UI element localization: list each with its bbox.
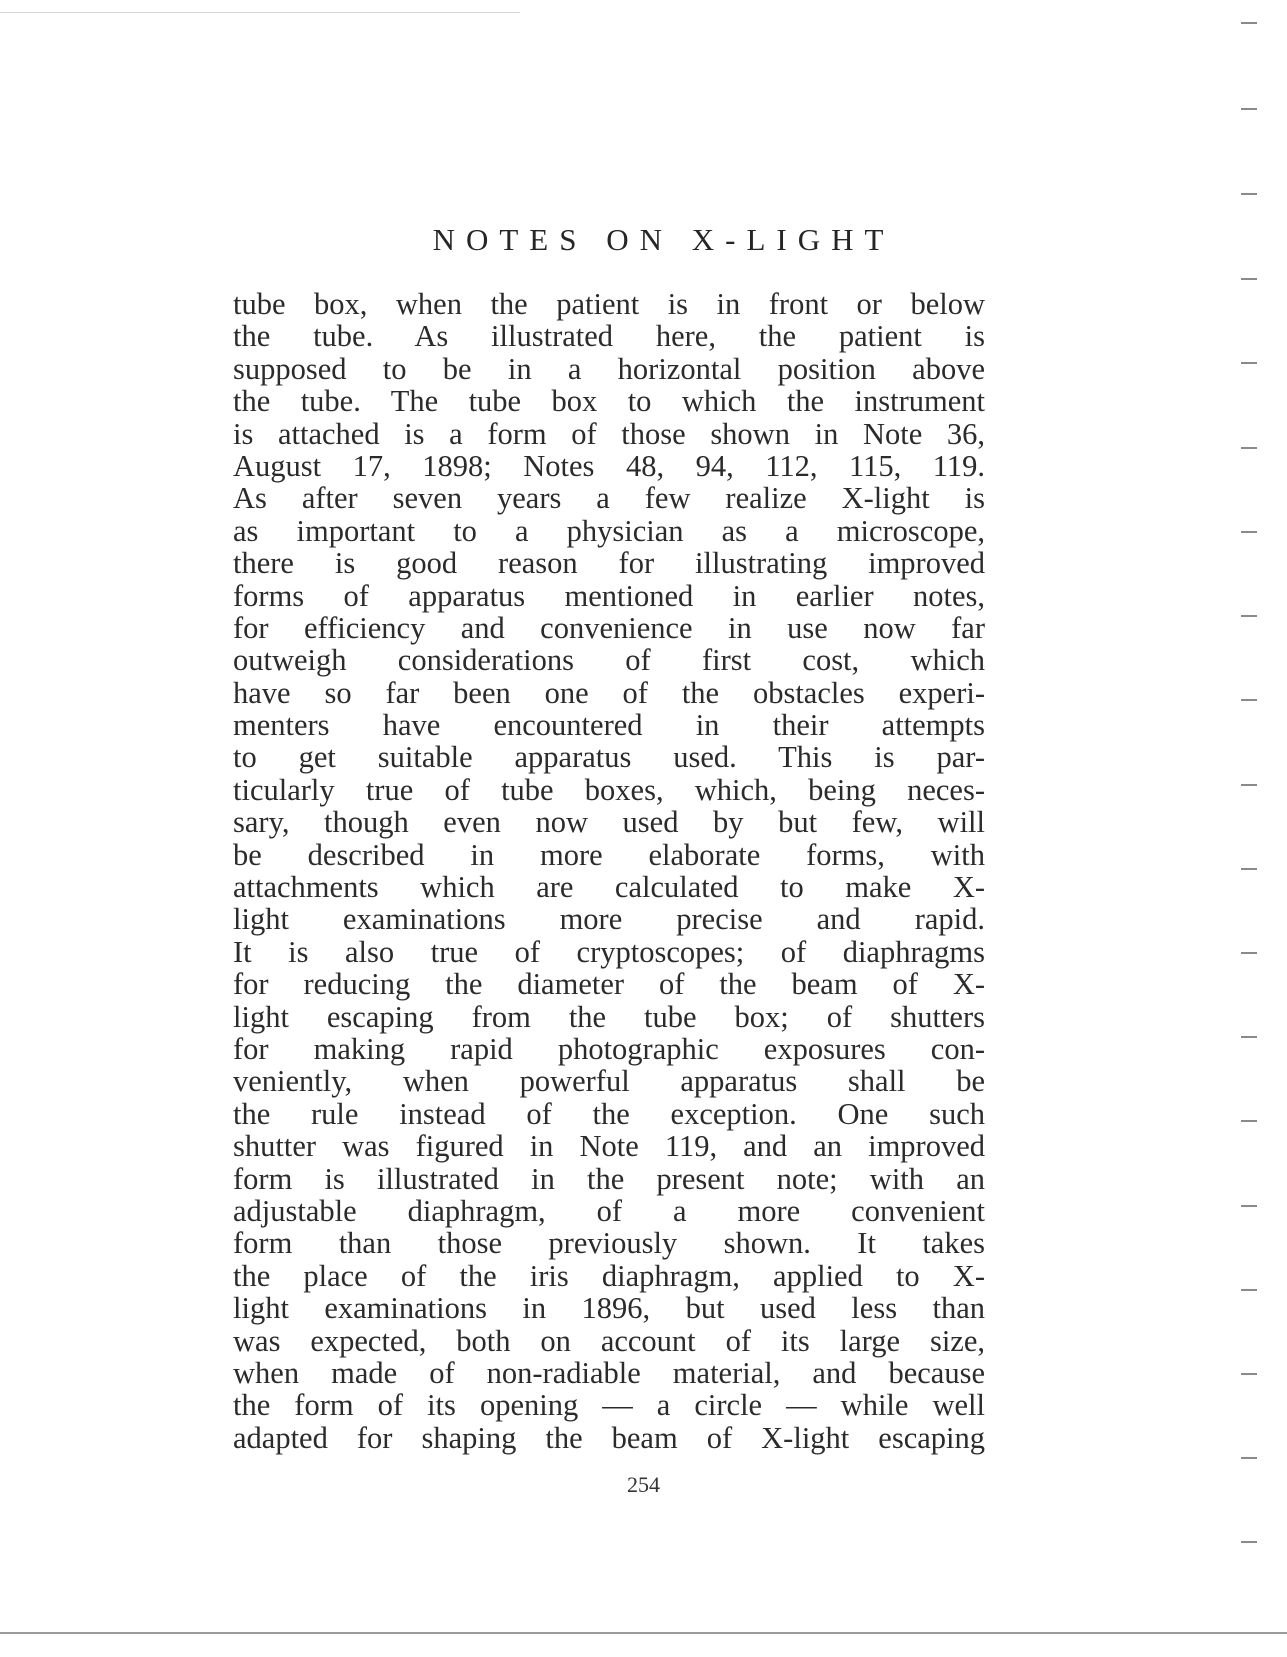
body-text-block [233,288,985,1454]
running-title: NOTES ON X-LIGHT [432,222,895,257]
page-edge-marks [1227,0,1287,1657]
text-line: menters have encountered in their attempts [233,708,985,743]
text-line: August 17, 1898; Notes 48, 94, 112, 115, 119. [233,448,985,483]
text-line: the place of the iris diaphragm, applied to X- [233,1258,985,1293]
text-line: outweigh considerations of first cost, which [233,643,985,678]
text-line: there is good reason for illustrating improved [233,546,985,581]
text-line: for efficiency and convenience in use now far [233,610,985,645]
text-line: light examinations in 1896, but used less than [233,1291,985,1326]
text-line: light examinations more precise and rapid. [233,902,985,937]
edge-mark [1241,1373,1257,1375]
edge-mark [1241,447,1257,449]
text-line: form than those previously shown. It takes [233,1226,985,1261]
edge-mark [1241,22,1257,24]
text-line: As after seven years a few realize X-light is [233,481,985,516]
text-line: was expected, both on account of its large size, [233,1323,985,1358]
text-line: supposed to be in a horizontal position above [233,351,985,386]
text-line: when made of non-radiable material, and because [233,1355,985,1390]
text-line: ticularly true of tube boxes, which, being neces- [233,772,985,807]
text-line: adjustable diaphragm, of a more convenient [233,1193,985,1228]
text-line: sary, though even now used by but few, will [233,805,985,840]
text-line: the rule instead of the exception. One such [233,1096,985,1131]
edge-mark [1241,1541,1257,1543]
text-line: forms of apparatus mentioned in earlier notes, [233,578,985,613]
edge-mark [1241,531,1257,533]
edge-mark [1241,1036,1257,1038]
text-line: is attached is a form of those shown in Note 36, [233,416,985,451]
edge-mark [1241,1205,1257,1207]
text-line: for making rapid photographic exposures con- [233,1031,985,1066]
text-line: form is illustrated in the present note; with an [233,1161,985,1196]
edge-mark [1241,1120,1257,1122]
edge-mark [1241,868,1257,870]
edge-mark [1241,1289,1257,1291]
scan-bottom-edge [0,1632,1287,1634]
edge-mark [1241,278,1257,280]
text-line: as important to a physician as a microscope, [233,513,985,548]
edge-mark [1241,1457,1257,1459]
text-line: veniently, when powerful apparatus shall be [233,1064,985,1099]
text-line: the form of its opening — a circle — while well [233,1388,985,1423]
edge-mark [1241,952,1257,954]
edge-mark [1241,615,1257,617]
text-line: It is also true of cryptoscopes; of diaphragms [233,934,985,969]
text-line: attachments which are calculated to make X- [233,870,985,905]
text-line: to get suitable apparatus used. This is par- [233,740,985,775]
text-line: the tube. As illustrated here, the patient is [233,319,985,354]
text-line: adapted for shaping the beam of X-light escaping [233,1420,985,1455]
text-line: the tube. The tube box to which the instrument [233,384,985,419]
edge-mark [1241,362,1257,364]
edge-mark [1241,193,1257,195]
text-line: shutter was figured in Note 119, and an improved [233,1129,985,1164]
edge-mark [1241,784,1257,786]
edge-mark [1241,108,1257,110]
text-line: tube box, when the patient is in front or below [233,287,985,321]
edge-mark [1241,699,1257,701]
text-line: for reducing the diameter of the beam of X- [233,967,985,1002]
text-line: be described in more elaborate forms, with [233,837,985,872]
text-line: light escaping from the tube box; of shutters [233,999,985,1034]
scan-edge-line [0,12,520,13]
text-line: have so far been one of the obstacles experi- [233,675,985,710]
page-number: 254 [627,1472,660,1497]
